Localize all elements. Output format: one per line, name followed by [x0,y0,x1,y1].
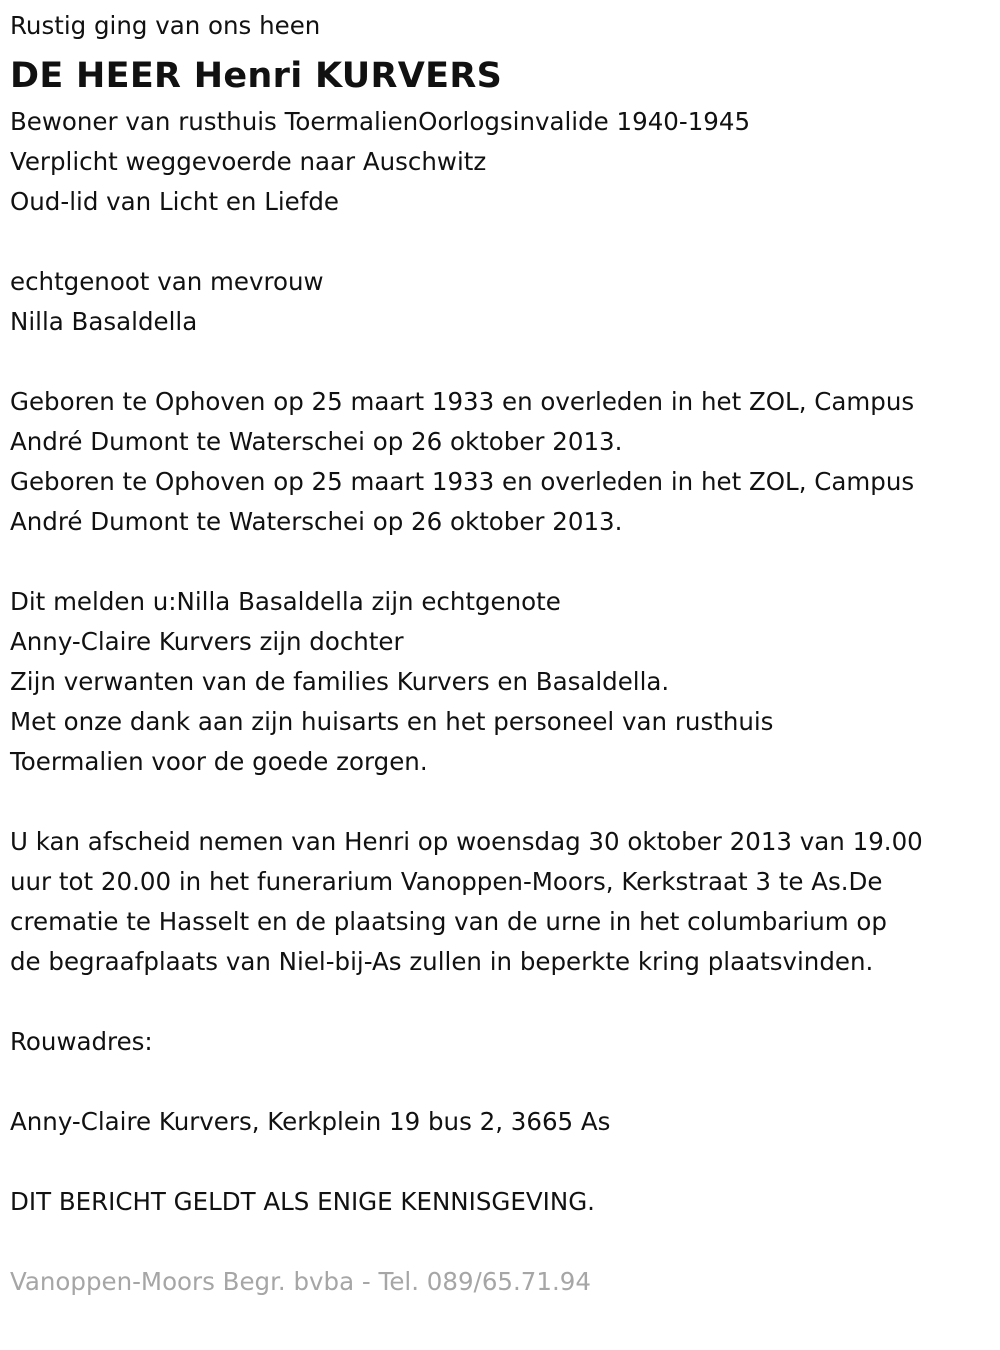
birth-death-line: Geboren te Ophoven op 25 maart 1933 en overleden in het ZOL, Campus [10,387,915,416]
spouse-name: Nilla Basaldella [10,307,198,336]
announcer-line: Zijn verwanten van de families Kurvers en Basaldella. [10,667,670,696]
notice-text: DIT BERICHT GELDT ALS ENIGE KENNISGEVING. [10,1187,595,1216]
farewell-line: uur tot 20.00 in het funerarium Vanoppen-Moors, Kerkstraat 3 te As.De [10,867,883,896]
announcer-line: Anny-Claire Kurvers zijn dochter [10,627,404,656]
announcer-line: Met onze dank aan zijn huisarts en het personeel van rusthuis [10,707,774,736]
spacer [10,542,995,582]
title-line: Verplicht weggevoerde naar Auschwitz [10,147,487,176]
spouse-label: echtgenoot van mevrouw [10,267,324,296]
spacer [10,782,995,822]
announcer-line: Dit melden u:Nilla Basaldella zijn echtgenote [10,587,561,616]
announcers-block [10,582,995,782]
birth-death-line: Geboren te Ophoven op 25 maart 1933 en overleden in het ZOL, Campus [10,467,915,496]
spacer [10,222,995,262]
funeral-home-footer: Vanoppen-Moors Begr. bvba - Tel. 089/65.71.94 [10,1267,591,1296]
birth-death-line: André Dumont te Waterschei op 26 oktober 2013. [10,507,623,536]
title-line: Oud-lid van Licht en Liefde [10,187,340,216]
intro-text: Rustig ging van ons heen [10,11,321,40]
spacer [10,1222,995,1262]
farewell-block [10,822,995,982]
mourning-address-value: Anny-Claire Kurvers, Kerkplein 19 bus 2, 3665 As [10,1107,611,1136]
farewell-line: crematie te Hasselt en de plaatsing van de urne in het columbarium op [10,907,887,936]
obituary-notice [10,6,995,1302]
announcer-line: Toermalien voor de goede zorgen. [10,747,428,776]
deceased-name: DE HEER Henri KURVERS [10,56,503,96]
birth-death-line: André Dumont te Waterschei op 26 oktober 2013. [10,427,623,456]
mourning-address-label: Rouwadres: [10,1027,153,1056]
spacer [10,342,995,382]
spouse-block [10,262,995,342]
spacer [10,1062,995,1102]
spacer [10,1142,995,1182]
farewell-line: U kan afscheid nemen van Henri op woensdag 30 oktober 2013 van 19.00 [10,827,923,856]
title-line: Bewoner van rusthuis ToermalienOorlogsinvalide 1940-1945 [10,107,751,136]
farewell-line: de begraafplaats van Niel-bij-As zullen in beperkte kring plaatsvinden. [10,947,874,976]
birth-death-block [10,382,995,542]
titles-block [10,102,995,222]
spacer [10,982,995,1022]
